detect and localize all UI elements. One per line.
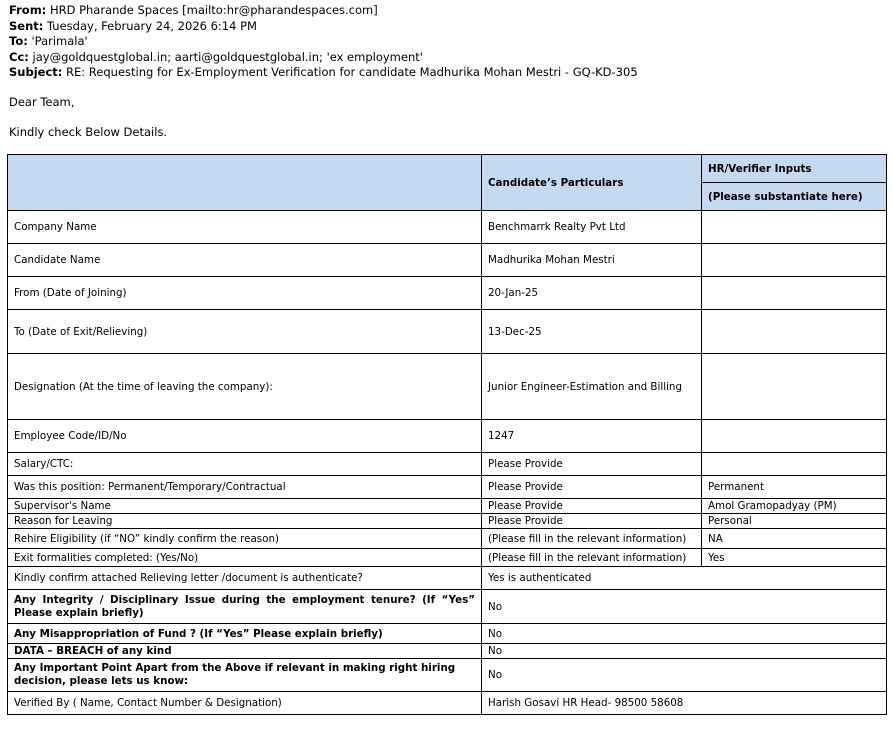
row-label: Candidate Name [8, 244, 482, 277]
sent-label: Sent: [9, 18, 44, 33]
from-line [9, 3, 638, 19]
table-row [8, 549, 887, 567]
row-label: To (Date of Exit/Relieving) [8, 310, 482, 354]
table-row [8, 453, 887, 476]
header-candidate-particulars: Candidate’s Particulars [482, 155, 702, 211]
table-row [8, 211, 887, 244]
row-label: From (Date of Joining) [8, 277, 482, 310]
row-label: Was this position: Permanent/Temporary/Contractual [8, 476, 482, 499]
row-verifier-value [702, 453, 887, 476]
row-label: Kindly confirm attached Relieving letter /document is authenticate? [8, 567, 482, 590]
row-candidate-value: Please Provide [482, 514, 702, 529]
row-candidate-value: Yes is authenticated [482, 567, 887, 590]
row-label: Designation (At the time of leaving the company): [8, 354, 482, 420]
row-candidate-value: No [482, 659, 887, 692]
row-label: Any Misappropriation of Fund ? (If “Yes” Please explain briefly) [8, 624, 482, 644]
row-label: Reason for Leaving [8, 514, 482, 529]
row-verifier-value: Personal [702, 514, 887, 529]
row-candidate-value: Benchmarrk Realty Pvt Ltd [482, 211, 702, 244]
greeting: Dear Team, [9, 95, 75, 109]
to-label: To: [9, 34, 28, 48]
subject-line [9, 65, 638, 81]
sent-line [9, 19, 638, 35]
row-label: Any Integrity / Disciplinary Issue during the employment tenure? (If “Yes” Please explain briefly) [8, 590, 482, 624]
table-row [8, 624, 887, 644]
from-label: From: [9, 3, 47, 17]
row-candidate-value: 1247 [482, 420, 702, 453]
row-candidate-value: (Please fill in the relevant information) [482, 529, 702, 549]
row-label: Company Name [8, 211, 482, 244]
row-verifier-value [702, 211, 887, 244]
row-candidate-value: Madhurika Mohan Mestri [482, 244, 702, 277]
cc-line [9, 50, 638, 66]
table-row [8, 420, 887, 453]
table-row [8, 514, 887, 529]
table-row [8, 644, 887, 659]
row-candidate-value: (Please fill in the relevant information) [482, 549, 702, 567]
row-label: Employee Code/ID/No [8, 420, 482, 453]
subject-label: Subject: [9, 65, 63, 79]
table-header-row-1 [8, 155, 887, 183]
row-candidate-value: Please Provide [482, 476, 702, 499]
table-row [8, 244, 887, 277]
table-row [8, 692, 887, 715]
row-verifier-value: Yes [702, 549, 887, 567]
cc-value: jay@goldquestglobal.in; aarti@goldquestglobal.in; 'ex employment' [32, 49, 423, 64]
row-candidate-value: 20-Jan-25 [482, 277, 702, 310]
header-verifier-inputs: HR/Verifier Inputs [702, 155, 887, 183]
row-verifier-value: Permanent [702, 476, 887, 499]
row-candidate-value: Please Provide [482, 499, 702, 514]
row-label: DATA – BREACH of any kind [8, 644, 482, 659]
row-verifier-value [702, 354, 887, 420]
row-candidate-value: 13-Dec-25 [482, 310, 702, 354]
row-candidate-value: Junior Engineer-Estimation and Billing [482, 354, 702, 420]
row-verifier-value: Amol Gramopadyay (PM) [702, 499, 887, 514]
table-row [8, 499, 887, 514]
table-row [8, 310, 887, 354]
row-verifier-value [702, 310, 887, 354]
email-header [9, 3, 638, 81]
row-verifier-value: NA [702, 529, 887, 549]
row-label: Exit formalities completed: (Yes/No) [8, 549, 482, 567]
table-row [8, 277, 887, 310]
row-label: Supervisor's Name [8, 499, 482, 514]
row-label: Rehire Eligibility (if “NO” kindly confirm the reason) [8, 529, 482, 549]
header-substantiate: (Please substantiate here) [702, 183, 887, 211]
row-candidate-value: Please Provide [482, 453, 702, 476]
table-row [8, 590, 887, 624]
table-row [8, 567, 887, 590]
header-blank-cell [8, 155, 482, 211]
intro-text: Kindly check Below Details. [9, 125, 168, 139]
row-verifier-value [702, 244, 887, 277]
subject-value: RE: Requesting for Ex-Employment Verification for candidate Madhurika Mohan Mestri - GQ-KD-305 [66, 65, 638, 79]
sent-value: Tuesday, February 24, 2026 6:14 PM [47, 18, 257, 33]
to-value: 'Parimala' [31, 34, 88, 48]
row-candidate-value: No [482, 644, 887, 659]
to-line [9, 34, 638, 50]
cc-label: Cc: [9, 49, 29, 64]
row-candidate-value: No [482, 590, 887, 624]
row-label: Verified By ( Name, Contact Number & Designation) [8, 692, 482, 715]
table-row [8, 529, 887, 549]
row-verifier-value [702, 420, 887, 453]
table-row [8, 354, 887, 420]
row-label: Any Important Point Apart from the Above if relevant in making right hiring decision, please lets us know: [8, 659, 482, 692]
table-row [8, 476, 887, 499]
row-candidate-value: No [482, 624, 887, 644]
table-row [8, 659, 887, 692]
row-label: Salary/CTC: [8, 453, 482, 476]
from-value: HRD Pharande Spaces [mailto:hr@pharandespaces.com] [49, 3, 378, 17]
row-candidate-value: Harish Gosavi HR Head- 98500 58608 [482, 692, 887, 715]
row-verifier-value [702, 277, 887, 310]
verification-table [7, 154, 887, 715]
